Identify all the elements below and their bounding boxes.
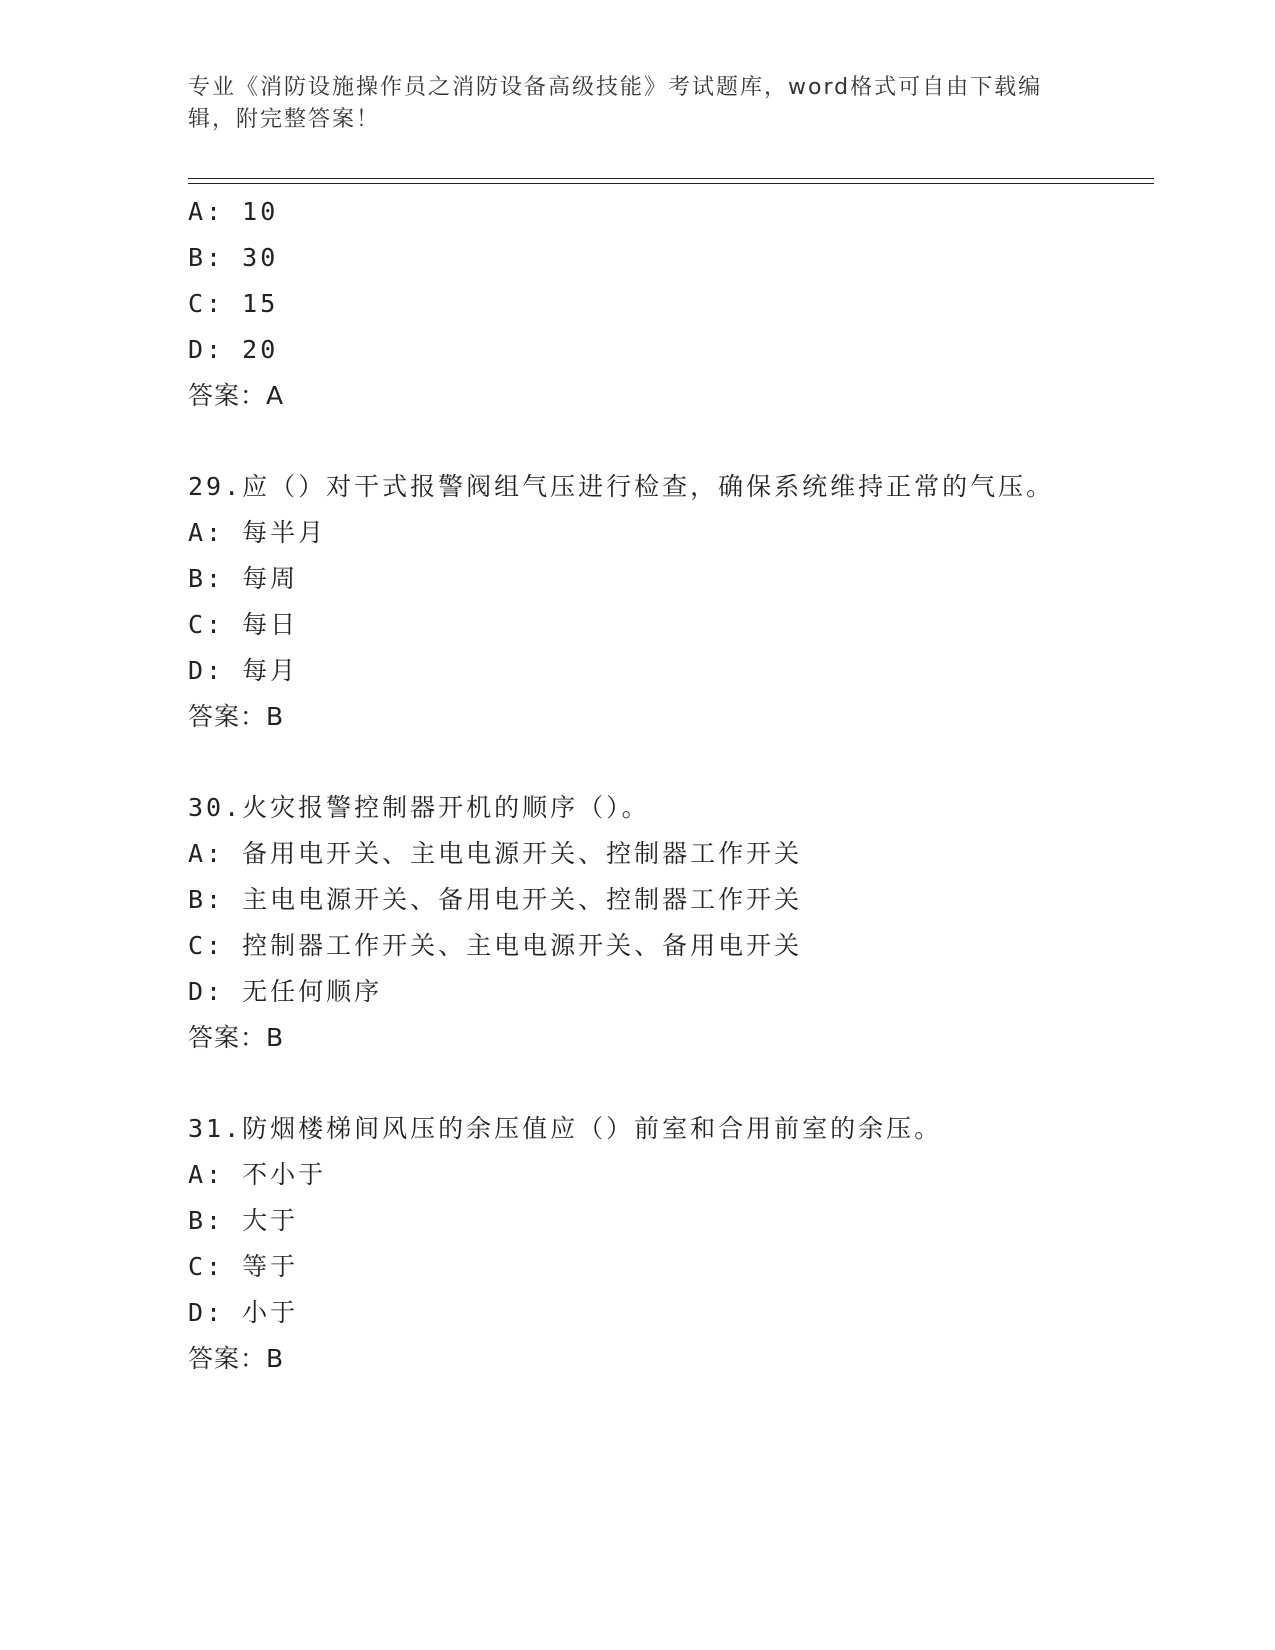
option-b: B: 主电电源开关、备用电开关、控制器工作开关 [188,885,803,914]
option-a: A: 10 [188,197,279,226]
question-block-29 [188,464,1148,740]
option-c: C: 15 [188,289,279,318]
option-d: D: 无任何顺序 [188,977,383,1006]
question-stem: 29.应（）对干式报警阀组气压进行检查，确保系统维持正常的气压。 [188,472,1055,501]
question-list [188,189,1148,1382]
question-stem: 31.防烟楼梯间风压的余压值应（）前室和合用前室的余压。 [188,1114,943,1143]
option-a: A: 每半月 [188,518,327,547]
answer-line: 答案：B [188,1344,285,1373]
option-a: A: 备用电开关、主电电源开关、控制器工作开关 [188,839,803,868]
document-header: 专业《消防设施操作员之消防设备高级技能》考试题库，word格式可自由下载编辑，附完整答案！ [188,75,1043,132]
option-d: D: 小于 [188,1298,299,1327]
question-stem: 30.火灾报警控制器开机的顺序（）。 [188,793,650,822]
option-c: C: 每日 [188,610,299,639]
header-rule-top [188,178,1154,179]
option-b: B: 30 [188,243,279,272]
option-d: D: 每月 [188,656,299,685]
option-d: D: 20 [188,335,279,364]
question-block-31 [188,1106,1148,1382]
question-block-30 [188,785,1148,1061]
option-c: C: 等于 [188,1252,299,1281]
header-rule-bottom [188,183,1154,184]
option-c: C: 控制器工作开关、主电电源开关、备用电开关 [188,931,803,960]
answer-line: 答案：B [188,1023,285,1052]
question-block-28-partial [188,189,1148,419]
answer-line: 答案：A [188,381,285,410]
option-b: B: 大于 [188,1206,299,1235]
answer-line: 答案：B [188,702,285,731]
option-a: A: 不小于 [188,1160,327,1189]
option-b: B: 每周 [188,564,299,593]
